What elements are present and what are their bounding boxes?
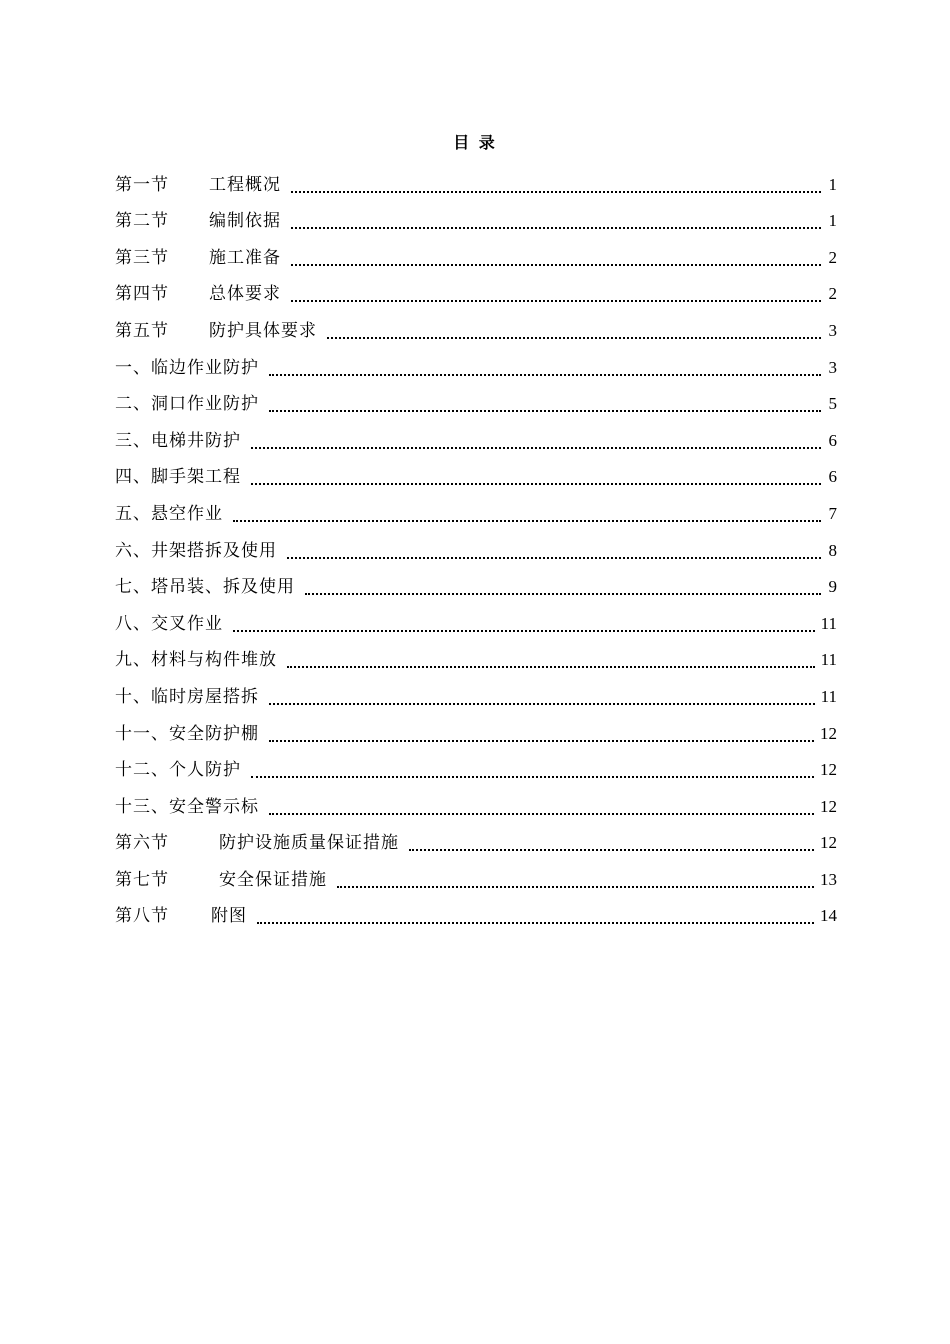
toc-entry[interactable] [115,638,837,675]
toc-entry[interactable] [115,674,837,711]
toc-entry-text: 二、洞口作业防护 [115,394,259,415]
toc-entry-number: 第四节 [115,284,169,305]
toc-entry-text: 十二、个人防护 [115,760,241,781]
toc-leader-dots [291,250,821,266]
toc-page-number: 9 [828,577,837,597]
toc-page-number: 5 [828,394,837,414]
toc-entry[interactable] [115,162,837,199]
toc-entry[interactable] [115,821,837,858]
toc-entry-number: 第一节 [115,174,169,195]
toc-entry-text: 防护具体要求 [209,320,317,341]
toc-page-number: 3 [828,357,837,377]
toc-page-number: 12 [820,796,837,816]
toc-entry[interactable] [115,199,837,236]
toc-leader-dots [251,762,814,778]
toc-entry-text: 八、交叉作业 [115,613,223,634]
toc-entry[interactable] [115,235,837,272]
toc-page-number: 11 [820,613,837,633]
toc-page-number: 3 [828,320,837,340]
toc-entry-text: 三、电梯井防护 [115,430,241,451]
toc-entry-text: 安全保证措施 [219,869,327,890]
toc-leader-dots [269,396,821,412]
toc-page-number: 13 [820,869,837,889]
toc-entry[interactable] [115,272,837,309]
toc-leader-dots [257,908,814,924]
toc-leader-dots [269,360,821,376]
toc-entry-text: 一、临边作业防护 [115,357,259,378]
toc-leader-dots [251,469,821,485]
toc-entry-number: 第五节 [115,320,169,341]
toc-leader-dots [269,689,815,705]
toc-page-number: 7 [828,503,837,523]
toc-page-number: 1 [828,174,837,194]
toc-entry[interactable] [115,455,837,492]
toc-entry-text: 十、临时房屋搭拆 [115,686,259,707]
toc-entry-number: 第三节 [115,247,169,268]
toc-leader-dots [287,543,821,559]
toc-page-number: 8 [828,540,837,560]
toc-entry-text: 七、塔吊装、拆及使用 [115,577,295,598]
toc-entry[interactable] [115,857,837,894]
toc-page-number: 2 [828,284,837,304]
toc-page-number: 6 [828,430,837,450]
toc-page-number: 12 [820,760,837,780]
toc-entry-text: 六、井架搭拆及使用 [115,540,277,561]
toc-entry[interactable] [115,894,837,931]
toc-page-number: 6 [828,467,837,487]
toc-entry[interactable] [115,528,837,565]
toc-page-number: 2 [828,247,837,267]
toc-title: 目 录 [453,133,497,152]
toc-page-number: 12 [820,833,837,853]
toc-entry-text: 防护设施质量保证措施 [219,833,399,854]
toc-entry[interactable] [115,784,837,821]
toc-page-number: 1 [828,211,837,231]
toc-leader-dots [287,652,815,668]
toc-entry[interactable] [115,418,837,455]
toc-leader-dots [327,323,821,339]
toc-page-number: 14 [820,906,837,926]
toc-entry[interactable] [115,711,837,748]
toc-leader-dots [409,835,814,851]
toc-entry-text: 总体要求 [209,284,281,305]
toc-entry-number: 第二节 [115,211,169,232]
toc-entry-text: 十一、安全防护棚 [115,723,259,744]
toc-entry[interactable] [115,601,837,638]
toc-leader-dots [305,579,821,595]
toc-leader-dots [291,286,821,302]
toc-entry[interactable] [115,345,837,382]
toc-entry-text: 十三、安全警示标 [115,796,259,817]
toc-page-number: 12 [820,723,837,743]
toc-leader-dots [251,433,821,449]
toc-entry-text: 编制依据 [209,211,281,232]
toc-entry-text: 五、悬空作业 [115,503,223,524]
toc-entry-text: 四、脚手架工程 [115,467,241,488]
toc-leader-dots [269,726,814,742]
toc-entry[interactable] [115,491,837,528]
toc-entry[interactable] [115,748,837,785]
table-of-contents [115,162,837,930]
toc-entry-number: 第八节 [115,906,169,927]
toc-leader-dots [291,177,821,193]
toc-leader-dots [269,799,814,815]
toc-leader-dots [233,616,815,632]
toc-entry[interactable] [115,565,837,602]
toc-leader-dots [291,213,821,229]
toc-entry[interactable] [115,308,837,345]
toc-entry-number: 第六节 [115,833,169,854]
toc-entry-text: 施工准备 [209,247,281,268]
toc-leader-dots [233,506,821,522]
toc-entry-text: 工程概况 [209,174,281,195]
toc-entry[interactable] [115,382,837,419]
toc-leader-dots [337,872,814,888]
toc-page-number: 11 [820,650,837,670]
toc-page-number: 11 [820,686,837,706]
toc-entry-text: 九、材料与构件堆放 [115,650,277,671]
toc-entry-number: 第七节 [115,869,169,890]
toc-entry-text: 附图 [211,906,247,927]
